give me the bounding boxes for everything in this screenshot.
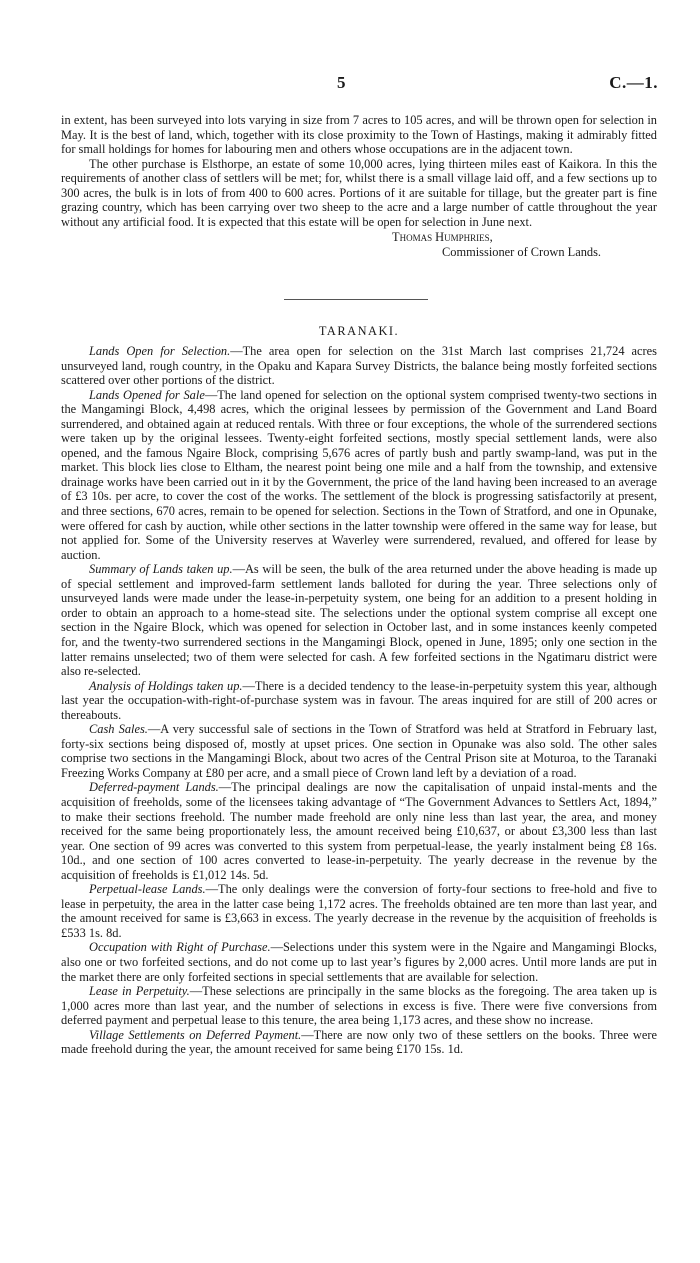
- section-divider: [284, 299, 428, 300]
- document-code: C.—1.: [609, 73, 658, 92]
- paragraph-heading: Lands Open for Selection.: [89, 344, 231, 359]
- paragraph-text: —The only dealings were the conversion of forty-four sections to free-hold and five to lease in perpetuity, the area in the latter case being 1,172 acres. The freeholds obtained are ten more than last year, and the amount received for same is £3,663 in excess. The yearly decrease in the revenue by the acquisition of freeholds is £533 1s. 8d.: [61, 882, 657, 940]
- section-title: TARANAKI.: [318, 324, 400, 339]
- paragraph-heading: Deferred-payment Lands.: [89, 780, 219, 795]
- section-paragraph: [61, 984, 657, 1028]
- section-paragraph: [61, 562, 657, 678]
- page-body: [61, 113, 657, 1057]
- paragraph-text: —There are now only two of these settlers on the books. Three were made freehold during the year, the amount received for same being £170 15s. 1d.: [61, 1027, 657, 1057]
- signatory-title: Commissioner of Crown Lands.: [442, 244, 602, 259]
- section-paragraph: [61, 882, 657, 940]
- paragraph-text: —The land opened for selection on the optional system comprised twenty-two sections in the Mangamingi Block, 4,498 acres, which the original lessees by permission of the Government and Land Board surrendered, and obtained again at reduced rentals. With three or four exceptions, the whole of the surrendered sections were taken up by the original lessees. Twenty-eight forfeited sections, mostly special settlement lands, were also opened, and the famous Ngaire Block, comprising 5,676 acres of partly bush and partly swamp-land, was put in the market. This block lies close to Eltham, the nearest point being one mile and a half from the township, and extensive drainage works have been carried out in it by the Government, the price of the land having been increased to an average of £3 10s. per acre, to cover the cost of the works. The settlement of the block is progressing satisfactorily at present, and three sections, 670 acres, remain to be opened for selection. Sections in the Town of Stratford, and one in Opunake, were offered for cash by auction, while other sections in the latter township were offered in the same way for lease, but not applied for. Some of the University reserves at Waverley were surrendered, revalued, and offered for lease by auction.: [61, 387, 658, 562]
- paragraph-heading: Analysis of Holdings taken up.: [89, 678, 243, 693]
- paragraph-heading: Perpetual-lease Lands.: [89, 882, 206, 897]
- page-header: [0, 73, 700, 96]
- paragraph-text: —These selections are principally in the same blocks as the foregoing. The area taken up is 1,000 acres more than last year, and the number of selections in excess is five. There were five conversions from deferred payment and perpetual lease to this tenure, the area being 1,173 acres, and these show no increase.: [61, 984, 657, 1028]
- section-paragraph: [61, 1028, 657, 1057]
- section-paragraph: [61, 344, 657, 388]
- section-paragraph: [61, 780, 657, 882]
- section-paragraph: [61, 388, 657, 563]
- signatory-name: Thomas Humphries,: [392, 230, 493, 245]
- paragraph-text: —A very successful sale of sections in the Town of Stratford was held at Stratford in February last, forty-six sections being disposed of, mostly at upset prices. One section in Opunake was also sold. The other sales comprise two sections in the Mangamingi Block, about two acres of the Central Prison site at Moturoa, to the Taranaki Freezing Works Company at £80 per acre, and a small piece of Crown land left by a deviation of a road.: [61, 722, 658, 780]
- paragraph-heading: Cash Sales.: [89, 722, 148, 737]
- signature-block: [61, 230, 657, 259]
- paragraph-text: —The principal dealings are now the capitalisation of unpaid instal-ments and the acquisition of freeholds, some of the licensees taking advantage of “The Government Advances to Settlers Act, 1894,” to make their sections freehold. The number made freehold are only nine less than last year, the area, and money received for the same being proportionately less, the amount received being £10,637, or about £3,300 less than last year. One section of 99 acres was converted to this system from perpetual-lease, the yearly instalment being £8 16s. 10d., and one section of 100 acres converted to lease-in-perpetuity. The yearly decrease in the revenue by the acquisition of freeholds is £1,012 14s. 5d.: [61, 780, 657, 882]
- paragraph-heading: Lease in Perpetuity.: [89, 984, 190, 999]
- paragraph-text: —Selections under this system were in the Ngaire and Mangamingi Blocks, also one or two forfeited sections, and do not come up to last year’s figures by 2,000 acres. Until more lands are put in the market there are only forfeited sections in special settlements that are available for selection.: [61, 940, 657, 984]
- paragraph-heading: Occupation with Right of Purchase.: [89, 940, 271, 955]
- section-paragraph: [61, 722, 657, 780]
- intro-paragraph: in extent, has been surveyed into lots varying in size from 7 acres to 105 acres, and will be thrown open for selection in May. It is the best of land, which, together with its close proximity to the Town of Hastings, making it admirably fitted for small holdings for homes for labouring men and others whose occupations are in the adjacent town.: [61, 113, 657, 157]
- intro-paragraph: The other purchase is Elsthorpe, an estate of some 10,000 acres, lying thirteen miles east of Kaikora. In this the requirements of another class of settlers will be met; for, whilst there is a small village laid off, and a few sections up to 300 acres, the bulk is in lots of from 400 to 600 acres. Portions of it are suitable for tillage, but the greater part is fine grazing country, which has been carrying over two sheep to the acre and a large number of cattle throughout the year without any artificial food. It is expected that this estate will be open for selection in June next.: [61, 156, 657, 229]
- section-paragraph: [61, 940, 657, 984]
- section-paragraphs: [61, 344, 657, 1057]
- paragraph-text: —The area open for selection on the 31st March last comprises 21,724 acres unsurveyed land, rough country, in the Opaku and Kapara Survey Districts, the balance being mostly forfeited sections scattered over other portions of the district.: [61, 344, 657, 388]
- paragraph-heading: Village Settlements on Deferred Payment.: [89, 1027, 302, 1042]
- section-paragraph: [61, 679, 657, 723]
- paragraph-heading: Lands Opened for Sale: [89, 387, 205, 402]
- paragraph-heading: Summary of Lands taken up.: [89, 562, 233, 577]
- paragraph-text: —There is a decided tendency to the lease-in-perpetuity system this year, although last year the occupation-with-right-of-purchase system was in favour. The areas inquired for are still of 200 acres or thereabouts.: [61, 678, 657, 722]
- paragraph-text: —As will be seen, the bulk of the area returned under the above heading is made up of special settlement and improved-farm settlement lands balloted for during the year. Three selections only of unsurveyed lands were made under the lease-in-perpetuity system, one being for an addition to a present holding in order to obtain an approach to a home-stead site. The selections under the optional system comprise all except one section in the Ngaire Block, which was opened for selection in October last, and in some instances keenly competed for, and the twenty-two surrendered sections in the Mangamingi Block, opened in June, 1895; only one section in the latter remains unselected; two of them were selected for cash. A few forfeited sections in the Ngatimaru district were also re-selected.: [61, 562, 658, 679]
- page-number: 5: [337, 73, 346, 92]
